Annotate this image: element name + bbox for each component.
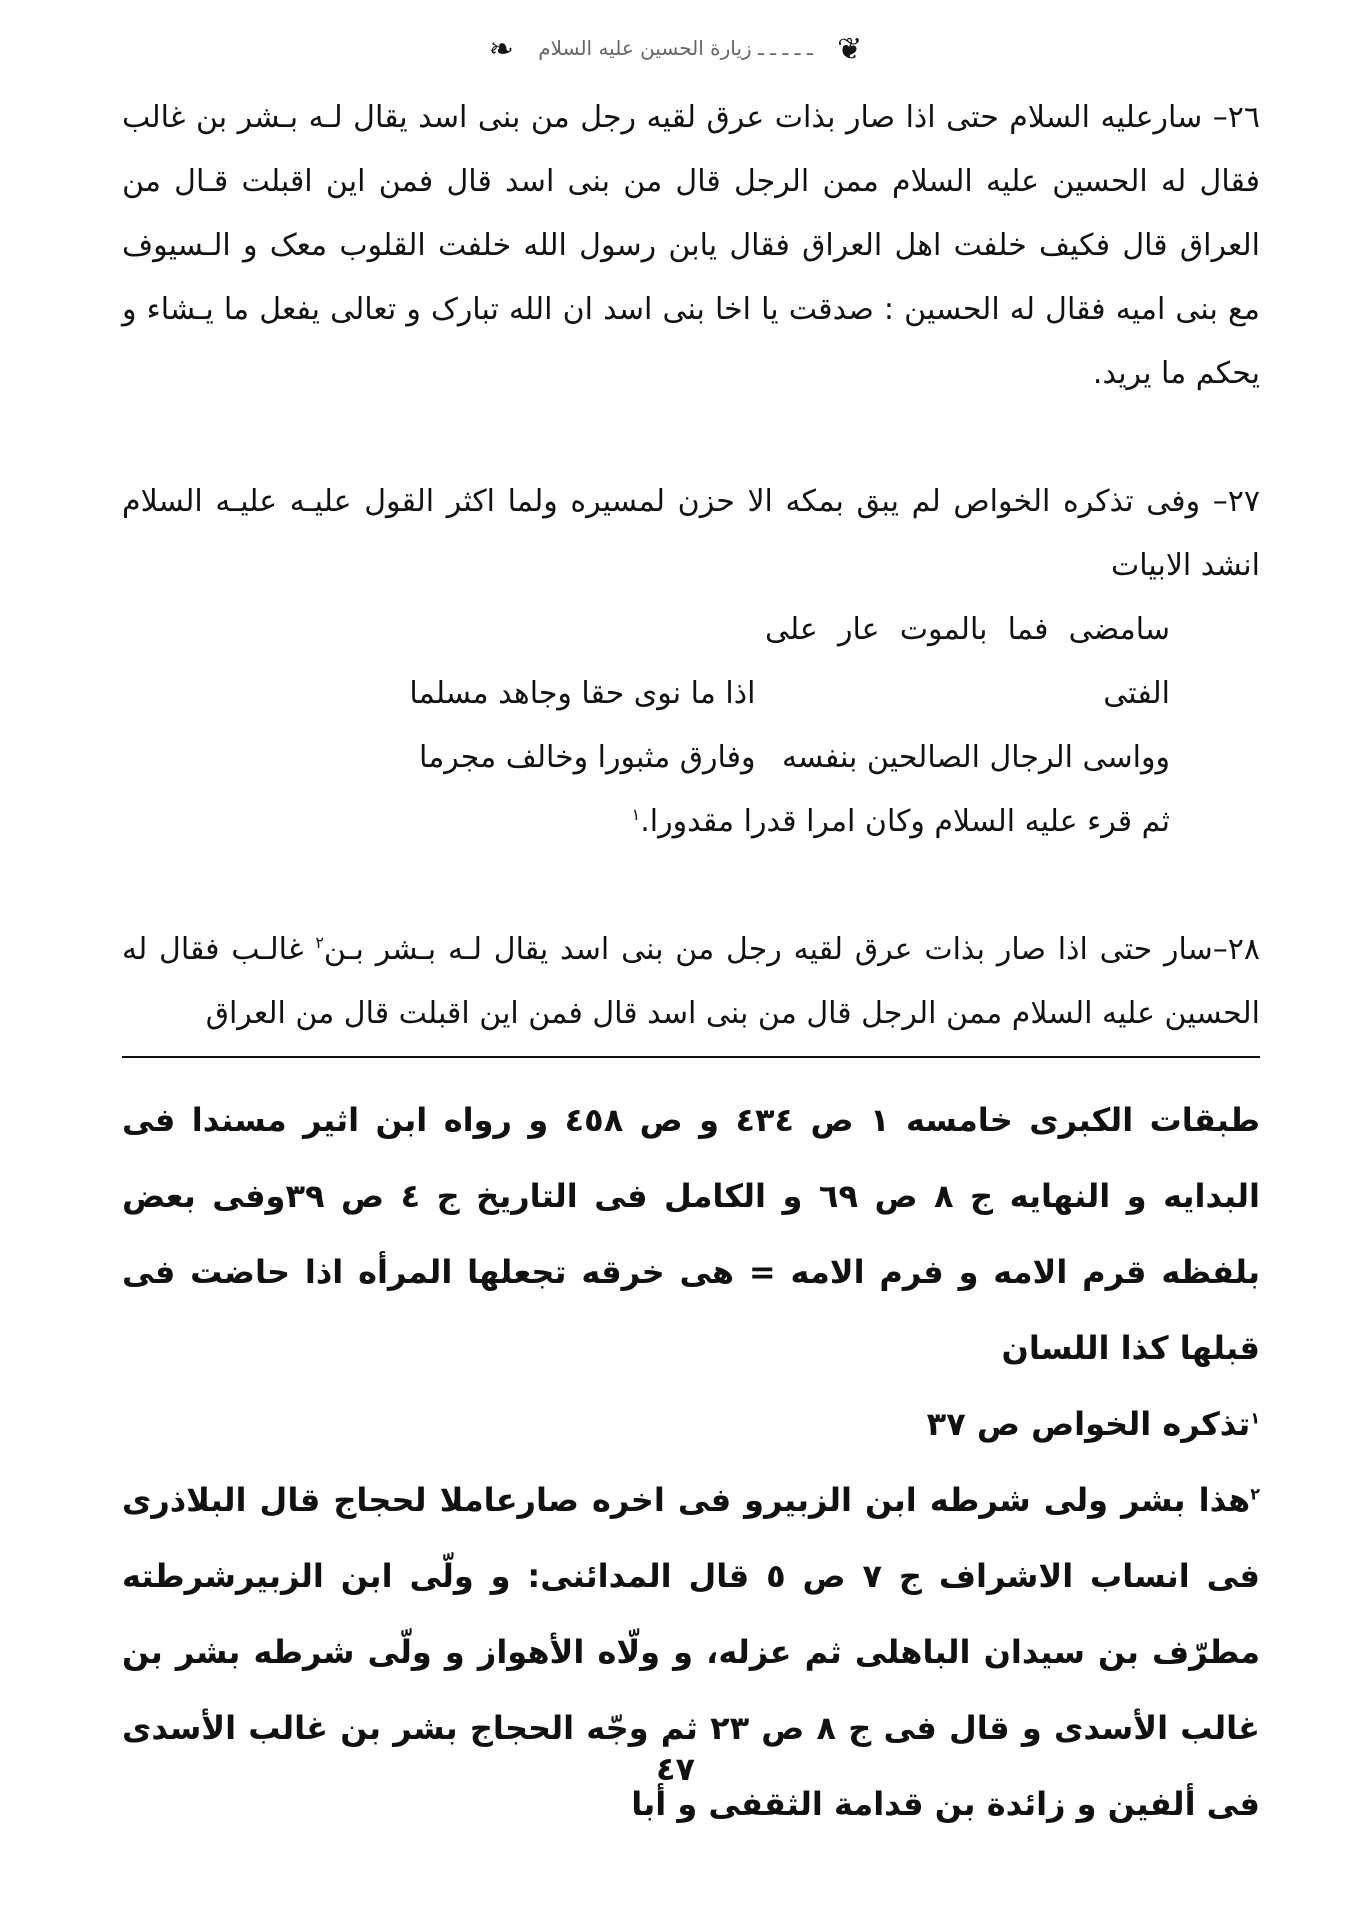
- paragraph-28: [122, 918, 1260, 1046]
- footnote-1-mark: ١: [1250, 1408, 1260, 1428]
- running-header: [0, 32, 1351, 67]
- ornament-left-icon: ❧: [488, 32, 514, 67]
- verse-2-second-hemistich: وفارق مثبورا وخالف مجرما: [419, 740, 756, 775]
- verse-3-text: ثم قرء عليه السلام وكان امرا قدرا مقدورا.: [640, 804, 1170, 839]
- footnote-separator: [122, 1056, 1260, 1058]
- paragraph-27-intro: ٢٧– وفى تذكره الخواص لم يبق بمكه الا حزن لمسيره ولما اكثر القول عليـه عليـه السلام انشد الابيات: [122, 484, 1260, 583]
- paragraph-28-part-b: غالـب فقال له الحسين عليه السلام ممن الرجل قال من بنى اسد قال فمن اين اقبلت قال من العراق: [122, 932, 1260, 1031]
- footnote-1: [122, 1386, 1260, 1462]
- verse-1-first-hemistich: سامضى فما بالموت عار على الفتى: [765, 612, 1170, 711]
- verse-1-second-hemistich: اذا ما نوى حقا وجاهد مسلما: [409, 676, 756, 711]
- footnote-ref-2: ٢: [315, 933, 324, 952]
- footnote-ref-1: ١: [631, 805, 641, 824]
- footnote-1-text: تذكره الخواص ص ٣٧: [926, 1405, 1251, 1443]
- verse-line-3: [122, 790, 1260, 854]
- footnotes: [122, 1082, 1260, 1842]
- footnote-2-mark: ٢: [1250, 1484, 1260, 1504]
- footnote-continued: طبقات الكبرى خامسه ١ ص ٤٣٤ و ص ٤٥٨ و رواه ابن اثير مسندا فى البدايه و النهايه ج ٨ ص ٦٩ و الكامل فى التاريخ ج ٤ ص ٣٩وفى بعض بلفظه قرم الامه و فرم الامه = هى خرقه تجعلها المرأه اذا حاضت فى قبلها كذا اللسان: [122, 1101, 1261, 1367]
- verse-line-2: [122, 726, 1260, 790]
- ornament-right-icon: ❦: [837, 32, 863, 67]
- verse-line-1: [122, 598, 1260, 726]
- verse-2-first-hemistich: وواسى الرجال الصالحين بنفسه: [781, 740, 1170, 775]
- paragraph-28-part-a: ٢٨–سار حتى اذا صار بذات عرق لقيه رجل من بنى اسد يقال لـه بـشر بـن: [323, 932, 1260, 967]
- running-title: ـ ـ ـ ـ ـ زيارة الحسين عليه السلام: [538, 36, 813, 60]
- page-number: ٤٧: [655, 1750, 696, 1788]
- footnote-2-text: هذا بشر ولى شرطه ابن الزبيرو فى اخره صارعاملا لحجاج قال البلاذرى فى انساب الاشراف ج ٧ ص ٥ قال المدائنى: و ولّى ابن الزبيرشرطته مطرّف بن سيدان الباهلى ثم عزله، و ولّاه الأهواز و ولّى شرطه بشر بن غالب الأسدى و قال فى ج ٨ ص ٢٣ ثم وجّه الحجاج بشر بن غالب الأسدى فى ألفين و زائدة بن قدامة الثقفى و أبا: [122, 1481, 1261, 1823]
- paragraph-26: ٢٦– سارعليه السلام حتى اذا صار بذات عرق لقيه رجل من بنى اسد يقال لـه بـشر بن غالب فقال له الحسين عليه السلام ممن الرجل قال من بنى اسد قال فمن اين اقبلت قـال من العراق قال فكيف خلفت اهل العراق فقال يابن رسول الله خلفت القلوب معک و الـسيوف مع بنى اميه فقال له الحسين : صدقت يا اخا بنى اسد ان الله تبارک و تعالى يفعل ما يـشاء و يحكم ما يريد.: [122, 100, 1260, 391]
- main-text: [122, 86, 1260, 1046]
